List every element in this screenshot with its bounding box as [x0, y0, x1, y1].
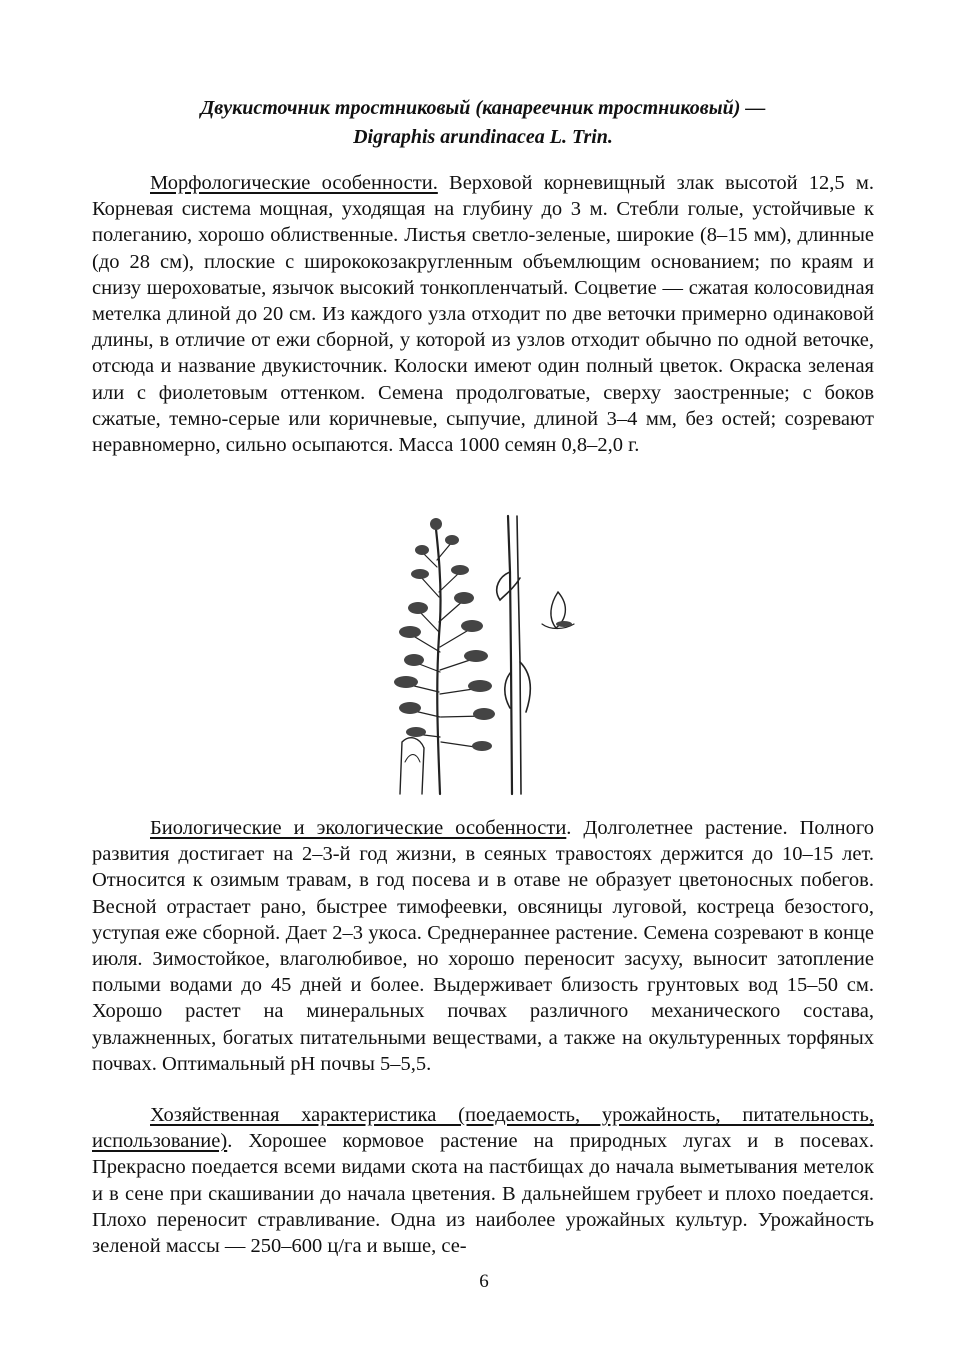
paragraph-economic [92, 1102, 874, 1259]
title-line-2: Digraphis arundinacea L. Trin. [353, 126, 613, 148]
paragraph-biology [92, 815, 874, 1077]
section-heading-morphology: Морфологические особенности. [150, 172, 438, 194]
paragraph-morphology [92, 170, 874, 458]
title-line-1: Двукисточник тростниковый (канареечник тростниковый) — [200, 97, 766, 119]
paragraph-text: . Долголетнее растение. Полного развития достигает на 2–3-й год жизни, в сеяных травостоях держится до 10–15 лет. Относится к озимым травам, в год посева и в отаве не образует цветоносных побегов. Весной отрастает рано, быстрее тимофеевки, овсяницы луговой, костреца безостого, уступая еже сборной. Дает 2–3 укоса. Среднераннее растение. Семена созревают в конце июля. Зимостойкое, влаголюбивое, но хорошо переносит засуху, выносит затопление полыми водами до 45 дней и более. Выдерживает близость грунтовых вод 15–50 см. Хорошо растет на минеральных почвах различного механического состава, увлажненных, богатых питательными веществами, а также на окультуренных торфяных почвах. Оптимальный pH почвы 5–5,5. [92, 817, 874, 1075]
section-heading-economic: Хозяйственная характеристика (поедаемость, урожайность, питательность, использование) [92, 1104, 874, 1153]
panicle-stem [435, 520, 441, 794]
paragraph-text: Верховой корневищный злак высотой 12,5 м. Корневая система мощная, уходящая на глубину до 3 м. Стебли голые, устойчивые к полеганию, хорошо облиственные. Листья светло-зеленые, широкие (8–15 мм), длинные (до 28 см), плоские с ширококозакругленным объемлющим основанием; по краям и снизу шероховатые, язычок высокий тонкопленчатый. Соцветие — сжатая колосовидная метелка длиной до 20 см. Из каждого узла отходит по две веточки примерно одинаковой длины, в отличие от ежи сборной, у которой из узлов отходит обычно по одной веточке, отсюда и название двукисточник. Колоски имеют один полный цветок. Окраска зеленая или с фиолетовым оттенком. Семена продолговатые, сверху заостренные; с боков сжатые, темно-серые или коричневые, сыпучие, длиной 3–4 мм, без остей; созревают неравномерно, сильно осыпаются. Масса 1000 семян 0,8–2,0 г. [92, 172, 874, 457]
page-number: 6 [479, 1271, 489, 1292]
section-heading-biology: Биологические и экологические особенности [150, 817, 567, 839]
plant-illustration [380, 512, 590, 802]
paragraph-text: . Хорошее кормовое растение на природных лугах и в посевах. Прекрасно поедается всеми видами скота на пастбищах до начала выметывания метелок и в сене при скашивании до начала цветения. В дальнейшем грубеет и плохо поедается. Плохо переносит стравливание. Одна из наиболее урожайных культур. Урожайность зеленой массы — 250–600 ц/га и выше, се- [92, 1130, 874, 1258]
culm-stem [508, 516, 512, 794]
page-title [92, 94, 874, 152]
